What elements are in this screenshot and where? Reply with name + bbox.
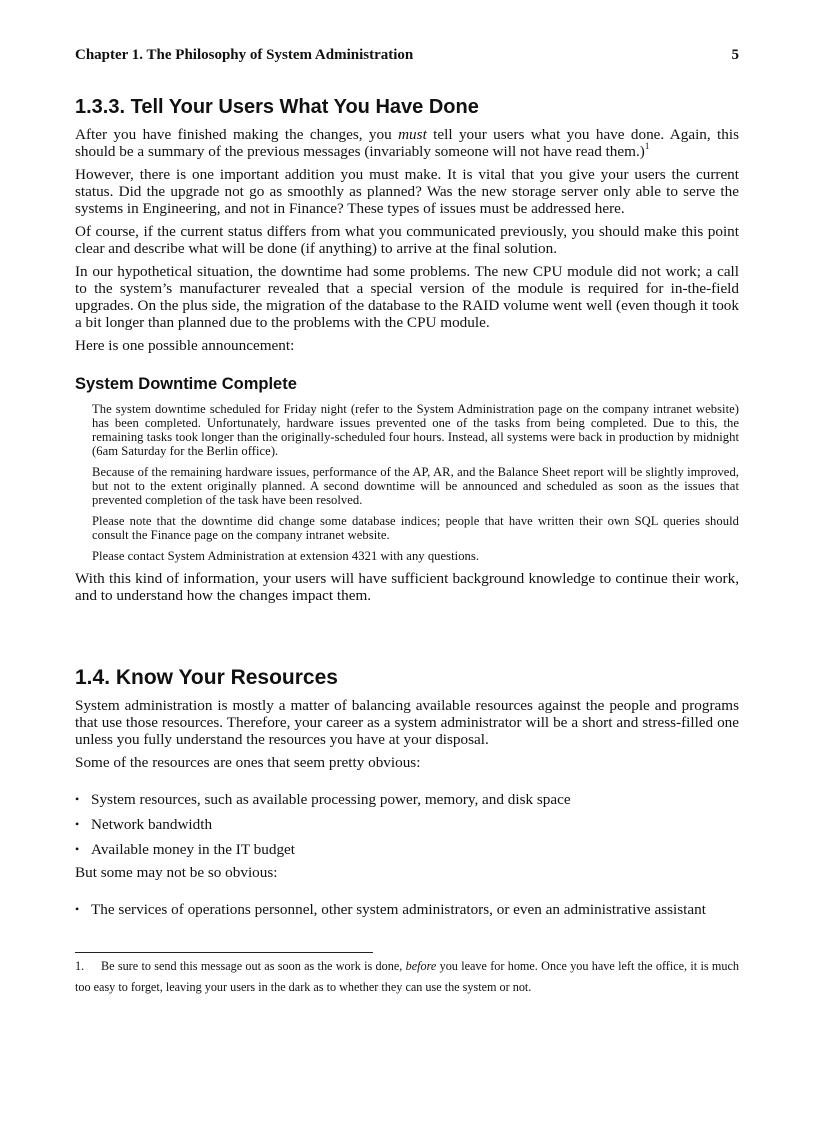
footnote-number: 1. <box>75 959 85 973</box>
section-heading-1-3-3: 1.3.3. Tell Your Users What You Have Done <box>75 96 479 118</box>
list-item: • Available money in the IT budget <box>75 841 295 858</box>
running-header <box>75 47 739 67</box>
section-heading-1-4: 1.4. Know Your Resources <box>75 666 338 689</box>
footnote-divider <box>75 952 373 953</box>
paragraph-obvious-intro: Some of the resources are ones that seem pretty obvious: <box>75 754 421 771</box>
list-item: • System resources, such as available processing power, memory, and disk space <box>75 791 571 808</box>
paragraph-must-tell-users: After you have finished making the changes, you must tell your users what you have done. Again, this should be a summary of the previous messages (invariably someone will not have read them.)$^1$ <box>75 126 739 160</box>
announcement-block <box>75 375 739 610</box>
announcement-quote <box>92 402 739 563</box>
announcement-heading: System Downtime Complete <box>75 375 297 393</box>
paragraph-balancing-resources: System administration is mostly a matter of balancing available resources against the people and programs that use those resources. Therefore, your career as a system administrator will be a short and stress-filled one unless you fully understand the resources you have at your disposal. <box>75 697 739 748</box>
list-item: • Network bandwidth <box>75 816 213 833</box>
emphasis-must: must <box>398 126 427 143</box>
paragraph-nonobvious-intro: But some may not be so obvious: <box>75 864 278 881</box>
footnote-area <box>75 952 739 998</box>
paragraph-status-differs: Of course, if the current status differs from what you communicated previously, you should make this point clear and describe what will be done (if anything) to arrive at the final solution. <box>75 223 739 257</box>
obvious-resources-list <box>75 791 739 858</box>
list-item: • The services of operations personnel, other system administrators, or even an administrative assistant <box>75 901 706 918</box>
paragraph-announcement-intro: Here is one possible announcement: <box>75 337 295 354</box>
announcement-paragraph: Please note that the downtime did change some database indices; people that have written their own SQL queries should consult the Finance page on the company intranet website. <box>92 514 739 542</box>
chapter-title: Chapter 1. The Philosophy of System Administration <box>75 47 414 63</box>
bullet-icon: • <box>75 902 80 916</box>
announcement-paragraph: Because of the remaining hardware issues, performance of the AP, AR, and the Balance Sheet report will be slightly improved, but not to the extent originally planned. A second downtime will be announced and scheduled as soon as the issues that prevented completion of the task have been resolved. <box>92 465 739 507</box>
section-1-4 <box>75 666 739 926</box>
announcement-paragraph: The system downtime scheduled for Friday night (refer to the System Administration page on the company intranet website) has been completed. Unfortunately, hardware issues prevented one of the tasks from being completed. Due to this, the remaining tasks took longer than the originally-scheduled four hours. Instead, all systems were back in production by midnight (6am Saturday for the Berlin office). <box>92 402 739 458</box>
emphasis-before: before <box>405 959 437 973</box>
footnote-ref-1[interactable]: 1 <box>644 140 650 151</box>
bullet-icon: • <box>75 792 80 806</box>
paragraph-sufficient-knowledge: With this kind of information, your users will have sufficient background knowledge to continue their work, and to understand how the changes impact them. <box>75 570 739 604</box>
announcement-paragraph: Please contact System Administration at extension 4321 with any questions. <box>92 549 480 563</box>
bullet-icon: • <box>75 817 80 831</box>
footnote-1: 1. Be sure to send this message out as soon as the work is done, before you leave for home. Once you have left the office, it is much too easy to forget, leaving your users in the dark as to whether they can use the system or not. <box>75 956 739 998</box>
nonobvious-resources-list <box>75 901 739 918</box>
section-1-3-3 <box>75 96 739 360</box>
paragraph-current-status: However, there is one important addition you must make. It is vital that you give your users the current status. Did the upgrade not go as smoothly as planned? Was the new storage server only able to serve the systems in Engineering, and not in Finance? These types of issues must be addressed here. <box>75 166 739 217</box>
paragraph-hypothetical: In our hypothetical situation, the downtime had some problems. The new CPU module did not work; a call to the system’s manufacturer revealed that a special version of the module is required for in-the-field upgrades. On the plus side, the migration of the database to the RAID volume went well (even though it took a bit longer than planned due to the problems with the CPU module. <box>75 263 739 331</box>
bullet-icon: • <box>75 842 80 856</box>
page-number: 5 <box>731 47 739 63</box>
